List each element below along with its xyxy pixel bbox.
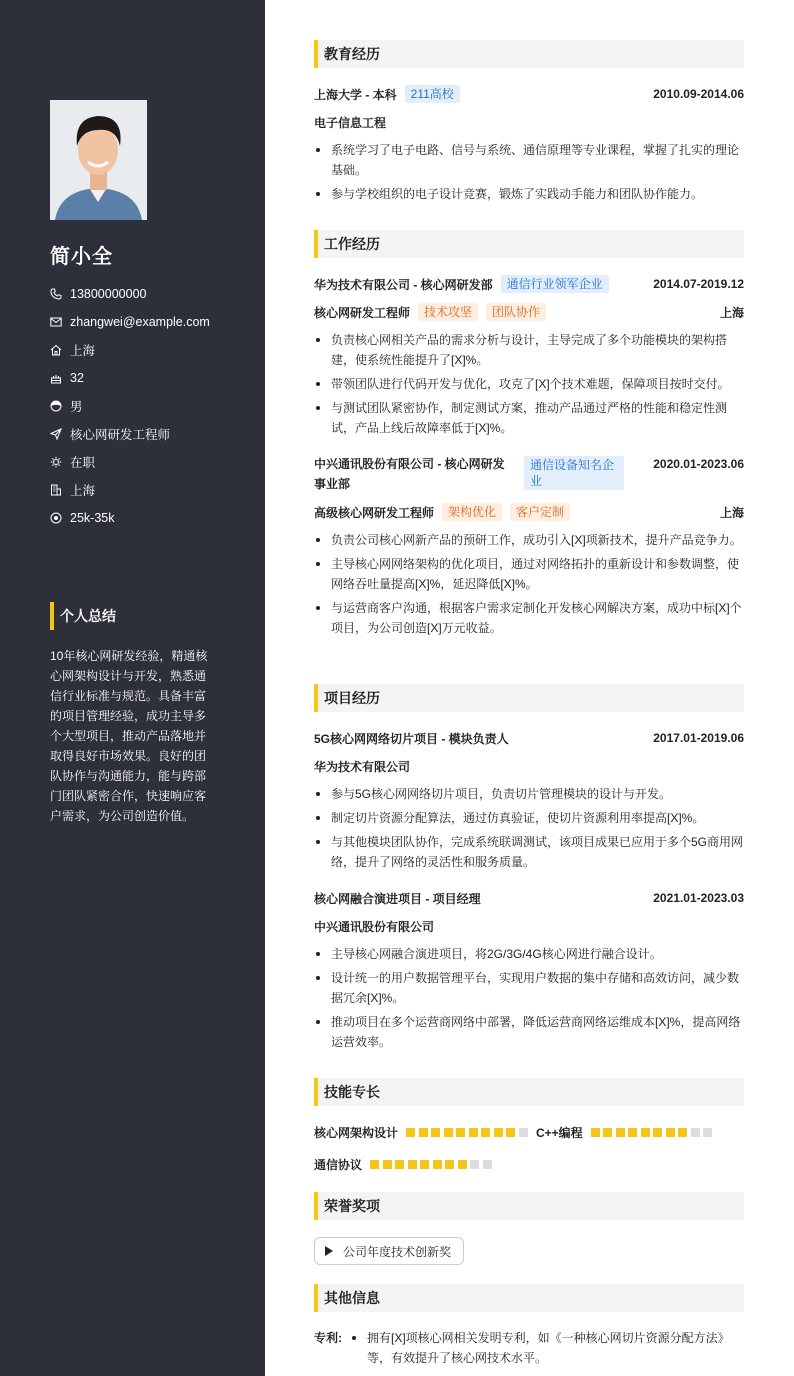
other-heading: 其他信息 bbox=[314, 1284, 744, 1312]
contact-position bbox=[50, 420, 210, 448]
contact-phone-text: 13800000000 bbox=[70, 287, 147, 301]
project-1-bullets bbox=[314, 784, 744, 876]
status-icon bbox=[50, 456, 62, 468]
skill-name: 通信协议 bbox=[314, 1158, 363, 1172]
list-item: 负责核心网相关产品的需求分析与设计，主导完成了多个功能模块的架构搭建，使系统性能提升了[X]%。 bbox=[314, 330, 744, 370]
skill-dot-filled bbox=[506, 1128, 515, 1137]
home-icon bbox=[50, 344, 62, 356]
education-bullets bbox=[314, 140, 744, 208]
contact-email bbox=[50, 308, 210, 336]
project-1-name: 5G核心网网络切片项目 - 模块负责人 bbox=[314, 731, 509, 746]
gender-icon bbox=[50, 400, 62, 412]
contact-salary bbox=[50, 504, 210, 532]
job-2-position: 高级核心网研发工程师 bbox=[314, 505, 435, 520]
contact-age bbox=[50, 364, 210, 392]
mail-icon bbox=[50, 316, 62, 328]
list-item: 主导核心网融合演进项目，将2G/3G/4G核心网进行融合设计。 bbox=[314, 944, 744, 964]
contact-phone bbox=[50, 280, 210, 308]
award-item[interactable] bbox=[314, 1237, 464, 1265]
skill-dot-filled bbox=[616, 1128, 625, 1137]
avatar bbox=[50, 100, 147, 220]
skill-dot-empty bbox=[703, 1128, 712, 1137]
skill-item bbox=[536, 1124, 716, 1141]
award-name: 公司年度技术创新奖 bbox=[343, 1244, 452, 1259]
skill-dot-filled bbox=[666, 1128, 675, 1137]
contact-status-text: 在职 bbox=[70, 456, 96, 470]
work-heading: 工作经历 bbox=[314, 230, 744, 258]
skill-dot-filled bbox=[395, 1160, 404, 1169]
skill-dot-empty bbox=[519, 1128, 528, 1137]
skill-dot-filled bbox=[370, 1160, 379, 1169]
building-icon bbox=[50, 484, 62, 496]
projects-heading: 项目经历 bbox=[314, 684, 744, 712]
contact-gender bbox=[50, 392, 210, 420]
awards-heading: 荣誉奖项 bbox=[314, 1192, 744, 1220]
skill-dot-filled bbox=[408, 1160, 417, 1169]
play-icon bbox=[325, 1246, 333, 1256]
skill-dot-filled bbox=[420, 1160, 429, 1169]
send-icon bbox=[50, 428, 62, 440]
skill-dot-filled bbox=[431, 1128, 440, 1137]
list-item: 制定切片资源分配算法，通过仿真验证，使切片资源利用率提高[X]%。 bbox=[314, 808, 744, 828]
job-2-tag: 客户定制 bbox=[510, 503, 570, 521]
project-2-company: 中兴通讯股份有限公司 bbox=[314, 919, 435, 934]
job-1-position-row bbox=[314, 303, 744, 321]
job-2-company-tag: 通信设备知名企业 bbox=[524, 456, 624, 490]
list-item: 带领团队进行代码开发与优化，攻克了[X]个技术难题，保障项目按时交付。 bbox=[314, 374, 744, 394]
project-1-company: 华为技术有限公司 bbox=[314, 759, 411, 774]
contact-gender-text: 男 bbox=[70, 400, 83, 414]
skill-level bbox=[406, 1128, 531, 1137]
education-date: 2010.09-2014.06 bbox=[653, 87, 744, 101]
contact-status bbox=[50, 448, 210, 476]
education-row bbox=[314, 85, 744, 103]
project-2-bullets bbox=[314, 944, 744, 1056]
other-info-row bbox=[314, 1328, 744, 1372]
list-item: 参与5G核心网网络切片项目，负责切片管理模块的设计与开发。 bbox=[314, 784, 744, 804]
list-item: 拥有[X]项核心网相关发明专利，如《一种核心网切片资源分配方法》等，有效提升了核心网技术水平。 bbox=[350, 1328, 744, 1368]
skill-dot-filled bbox=[469, 1128, 478, 1137]
project-2-name: 核心网融合演进项目 - 项目经理 bbox=[314, 891, 481, 906]
skill-dot-filled bbox=[458, 1160, 467, 1169]
skill-name: 核心网架构设计 bbox=[314, 1126, 399, 1140]
contact-address bbox=[50, 336, 210, 364]
project-1-row bbox=[314, 729, 744, 747]
education-major: 电子信息工程 bbox=[314, 115, 387, 130]
skill-dot-filled bbox=[678, 1128, 687, 1137]
list-item: 与测试团队紧密协作，制定测试方案，推动产品通过严格的性能和稳定性测试，产品上线后故障率低于[X]%。 bbox=[314, 398, 744, 438]
skill-item bbox=[314, 1156, 495, 1173]
skill-dot-filled bbox=[444, 1128, 453, 1137]
skill-level bbox=[370, 1160, 495, 1169]
contact-position-text: 核心网研发工程师 bbox=[70, 428, 171, 442]
skill-dot-filled bbox=[591, 1128, 600, 1137]
job-2-city: 上海 bbox=[719, 505, 744, 520]
list-item: 设计统一的用户数据管理平台，实现用户数据的集中存储和高效访问，减少数据冗余[X]%。 bbox=[314, 968, 744, 1008]
education-major-row bbox=[314, 113, 744, 131]
list-item: 系统学习了电子电路、信号与系统、通信原理等专业课程，掌握了扎实的理论基础。 bbox=[314, 140, 744, 180]
job-1-date: 2014.07-2019.12 bbox=[653, 277, 744, 291]
job-1-tag: 技术攻坚 bbox=[418, 303, 478, 321]
list-item: 主导核心网网络架构的优化项目，通过对网络拓扑的重新设计和参数调整，使网络吞吐量提高[X]%，延迟降低[X]%。 bbox=[314, 554, 744, 594]
salary-icon bbox=[50, 512, 62, 524]
skill-item bbox=[314, 1124, 531, 1141]
patent-list bbox=[350, 1328, 744, 1372]
list-item: 参与学校组织的电子设计竞赛，锻炼了实践动手能力和团队协作能力。 bbox=[314, 184, 744, 204]
project-1-company-row bbox=[314, 757, 744, 775]
skill-dot-filled bbox=[456, 1128, 465, 1137]
list-item: 负责公司核心网新产品的预研工作，成功引入[X]项新技术，提升产品竞争力。 bbox=[314, 530, 744, 550]
job-2-tag: 架构优化 bbox=[442, 503, 502, 521]
job-1-tag: 团队协作 bbox=[486, 303, 546, 321]
skill-dot-filled bbox=[445, 1160, 454, 1169]
contact-age-text: 32 bbox=[70, 371, 84, 385]
list-item: 推动项目在多个运营商网络中部署，降低运营商网络运维成本[X]%，提高网络运营效率。 bbox=[314, 1012, 744, 1052]
skill-dot-empty bbox=[470, 1160, 479, 1169]
phone-icon bbox=[50, 288, 62, 300]
skill-dot-filled bbox=[653, 1128, 662, 1137]
project-2-row bbox=[314, 889, 744, 907]
contact-city bbox=[50, 476, 210, 504]
patent-label: 专利: bbox=[314, 1331, 342, 1345]
job-1-position: 核心网研发工程师 bbox=[314, 305, 411, 320]
summary-heading: 个人总结 bbox=[50, 602, 116, 630]
job-2-bullets bbox=[314, 530, 744, 642]
job-1-company-tag: 通信行业领军企业 bbox=[501, 275, 609, 293]
skill-dot-filled bbox=[628, 1128, 637, 1137]
school-name: 上海大学 - 本科 bbox=[314, 87, 397, 102]
job-2-company: 中兴通讯股份有限公司 - 核心网研发事业部 bbox=[314, 457, 505, 491]
job-2-row bbox=[314, 454, 744, 494]
skill-dot-filled bbox=[383, 1160, 392, 1169]
project-2-company-row bbox=[314, 917, 744, 935]
skill-dot-filled bbox=[481, 1128, 490, 1137]
skill-dot-filled bbox=[406, 1128, 415, 1137]
skill-dot-filled bbox=[641, 1128, 650, 1137]
skill-dot-filled bbox=[419, 1128, 428, 1137]
skill-level bbox=[591, 1128, 716, 1137]
job-1-city: 上海 bbox=[719, 305, 744, 320]
job-1-company: 华为技术有限公司 - 核心网研发部 bbox=[314, 277, 493, 292]
summary-text: 10年核心网研发经验，精通核心网架构设计与开发，熟悉通信行业标准与规范。具备丰富的项目管理经验，成功主导多个大型项目，推动产品落地并取得良好市场效果。良好的团队协作与沟通能力，能与跨部门团队紧密合作，快速响应客户需求，为公司创造价值。 bbox=[50, 649, 208, 823]
skill-dot-filled bbox=[433, 1160, 442, 1169]
job-1-row bbox=[314, 275, 744, 293]
candidate-name: 简小全 bbox=[50, 246, 113, 268]
skill-dot-filled bbox=[603, 1128, 612, 1137]
contact-email-text: zhangwei@example.com bbox=[70, 315, 210, 329]
skill-dot-empty bbox=[691, 1128, 700, 1137]
list-item: 与运营商客户沟通，根据客户需求定制化开发核心网解决方案，成功中标[X]个项目，为公司创造[X]万元收益。 bbox=[314, 598, 744, 638]
project-1-date: 2017.01-2019.06 bbox=[653, 731, 744, 745]
skill-dot-empty bbox=[483, 1160, 492, 1169]
skills-heading: 技能专长 bbox=[314, 1078, 744, 1106]
job-1-bullets bbox=[314, 330, 744, 442]
contact-city-text: 上海 bbox=[70, 484, 96, 498]
job-2-date: 2020.01-2023.06 bbox=[653, 457, 744, 471]
school-tag: 211高校 bbox=[405, 85, 460, 103]
sidebar bbox=[0, 0, 265, 1376]
skill-dot-filled bbox=[494, 1128, 503, 1137]
education-heading: 教育经历 bbox=[314, 40, 744, 68]
project-2-date: 2021.01-2023.03 bbox=[653, 891, 744, 905]
skill-name: C++编程 bbox=[536, 1126, 583, 1140]
list-item: 与其他模块团队协作，完成系统联调测试，该项目成果已应用于多个5G商用网络，提升了网络的灵活性和服务质量。 bbox=[314, 832, 744, 872]
contact-salary-text: 25k-35k bbox=[70, 511, 115, 525]
contact-list bbox=[50, 280, 210, 532]
age-icon bbox=[50, 372, 62, 384]
contact-address-text: 上海 bbox=[70, 344, 96, 358]
job-2-position-row bbox=[314, 503, 744, 521]
